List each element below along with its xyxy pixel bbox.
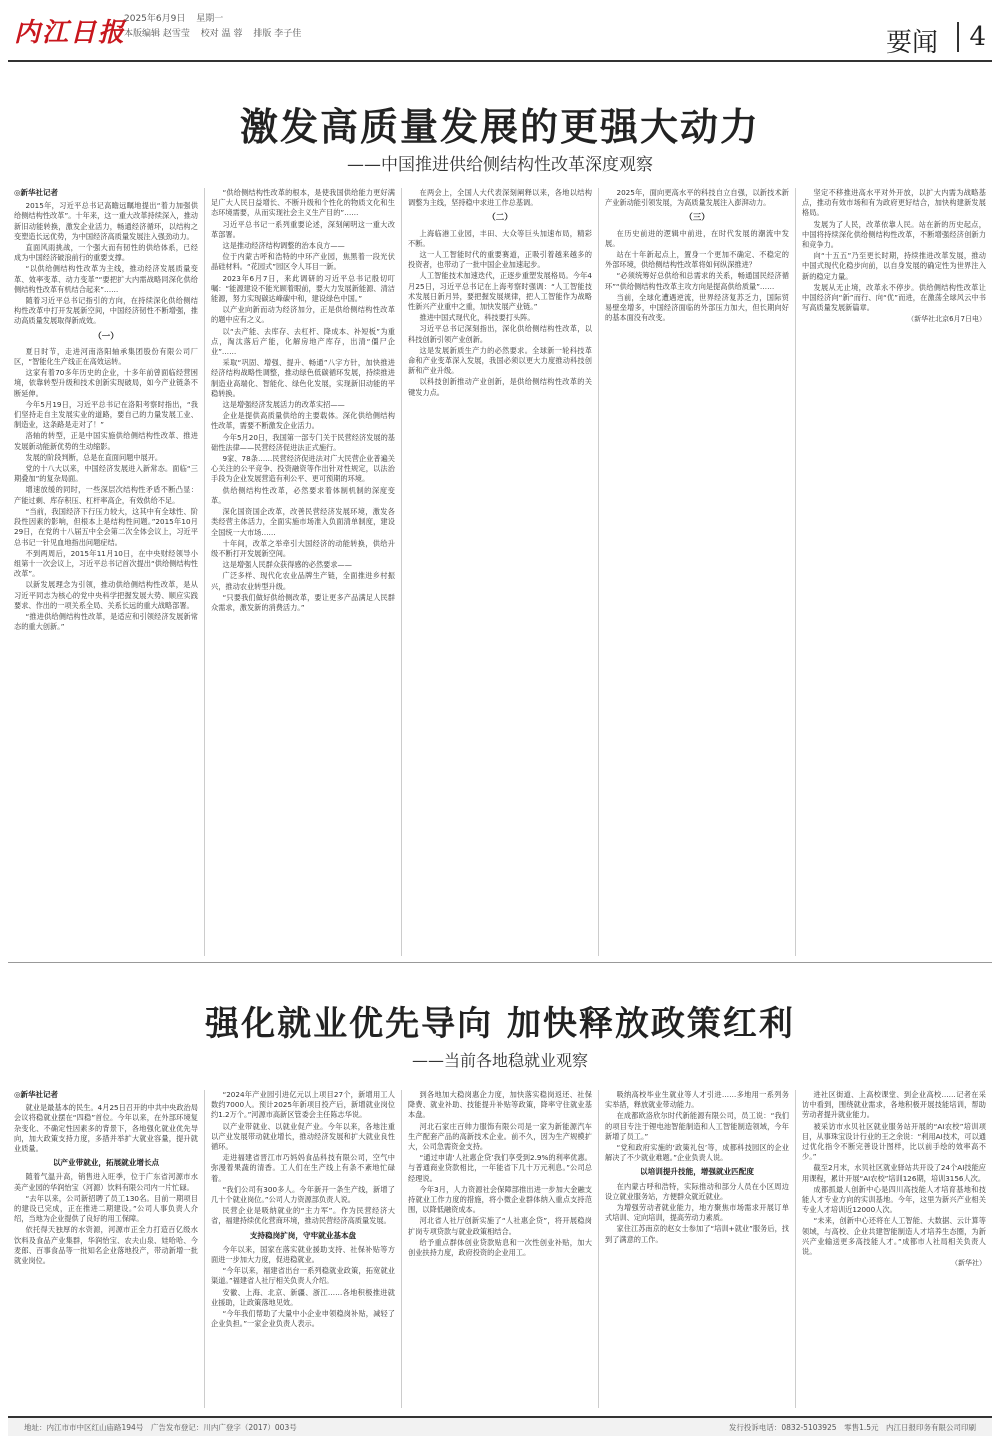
- paragraph: 河北石家庄百帅力服饰有限公司是一家为新能源汽车生产配套产品的高新技术企业。前不久，因为生产规模扩大，公司急需资金支持。: [408, 1121, 592, 1152]
- paragraph: “今年我们帮助了大量中小企业申领稳岗补贴，减轻了企业负担。”一家企业负责人表示。: [211, 1309, 395, 1329]
- paragraph: 发展从无止境，改革永不停步。供给侧结构性改革让中国经济向“新”而行、向“优”而进，在激荡全球风云中书写高质量发展新篇章。: [802, 282, 986, 313]
- masthead-rule: [8, 60, 992, 62]
- section-name: 要闻: [885, 28, 938, 58]
- paragraph: 今年5月19日，习近平总书记在洛阳考察时指出，“我们坚持走自主发展实业的道路，要自己的力量发展工业、制造业，这条路是走对了！”: [14, 399, 198, 430]
- article1-byline: ◎新华社记者: [14, 188, 59, 197]
- paragraph: 被采访市水贝社区就业服务站开展的“AI农校”培训项目，从事珠宝设计行业的王之余说：“利用AI技术，可以通过优化指令不断完善设计图样，比以前手绘的效率高不少。”: [802, 1121, 986, 1162]
- paragraph: 在两会上，全国人大代表深刻阐释以来，各地以结构调整为主线，坚持稳中求进工作总基调。: [408, 188, 592, 208]
- paragraph: 发展的阶段判断，总是在直面问题中展开。: [25, 452, 163, 462]
- section-number: （三）: [684, 213, 710, 224]
- paragraph: 这是增强人民群众获得感的必然要求——: [222, 560, 352, 570]
- paragraph: 这是推动经济结构调整的治本良方——: [222, 241, 345, 251]
- footer-hotline: 发行投诉电话：0832-5103925 零售1.5元 内江日报印务有限公司印刷: [728, 1422, 976, 1432]
- paragraph: 直面风雨挑战，一个强大而有韧性的供给体系，已经成为中国经济破浪前行的重要支撑。: [14, 243, 198, 263]
- paragraph: “2024年产业园引进亿元以上项目27个，新增用工人数约7000人。预计2025年新项目投产后，新增就业岗位约1.2万个。”河源市高新区管委会主任陈志华说。: [211, 1090, 395, 1120]
- article2-subheadline: ——当前各地稳就业观察: [411, 1051, 588, 1070]
- paragraph: “只要我们做好供给侧改革，要让更多产品满足人民群众需求，激发新的消费活力。”: [211, 592, 395, 612]
- proof-credit: 排版 李子佳: [253, 29, 302, 39]
- page-footer: [8, 1416, 992, 1436]
- paragraph: 2015年，习近平总书记高瞻远瞩地提出“着力加强供给侧结构性改革”。十年来，这一重大改革持续深入，推动新旧动能转换，激发企业活力，畅通经济循环，以结构之变塑造长远优势，为中国经济高质量发展注入强劲动力。: [14, 201, 198, 241]
- paragraph: 2025年，面向更高水平的科技自立自强，以新技术新产业新动能引领发展，为高质量发展注入澎湃动力。: [605, 188, 789, 208]
- paragraph: 随着习近平总书记指引的方向，在持续深化供给侧结构性改革中打开发展新空间，中国经济韧性不断增强，推动高质量发展取得新成效。: [14, 296, 198, 326]
- article2-column: [795, 1090, 992, 1408]
- paragraph: 给予重点群体创业贷款贴息和一次性创业补贴，加大创业扶持力度，政府投资的企业用工。: [408, 1237, 592, 1258]
- footer-address: 地址：内江市市中区红山庙路194号 广告发布登记：川内广登字（2017）003号: [24, 1422, 297, 1432]
- article2-column: [401, 1090, 598, 1408]
- article2-subhead: 以培训提升技能，增强就业匹配度: [640, 1167, 754, 1177]
- paragraph: 当前，全球化遭遇逆流，世界经济复苏乏力，国际贸易壁垒增多，中国经济面临的外部压力加大，但长期向好的基本面没有改变。: [605, 292, 789, 323]
- paragraph: 广泛多样、现代化农业品牌生产链，全面推进乡村振兴，推动农业转型升级。: [211, 571, 395, 591]
- paragraph: 站在十年新起点上，置身一个更加不确定、不稳定的外部环境，供给侧结构性改革将如何纵深推进？: [605, 250, 789, 270]
- paragraph: “以供给侧结构性改革为主线，推动经济发展质量变革、效率变革、动力变革”“要把扩大内需战略同深化供给侧结构性改革有机结合起来”……: [14, 264, 198, 294]
- paragraph: “通过申请‘人社惠企贷’我们享受到2.9%的利率优惠。与普通商业贷款相比，一年能省下几十万元利息。”公司总经理说。: [408, 1153, 592, 1183]
- section-number: （一）: [93, 331, 119, 342]
- paragraph: 坚定不移推进高水平对外开放，以扩大内需为战略基点，推动有效市场和有为政府更好结合，加快构建新发展格局。: [802, 188, 986, 218]
- paragraph: 依托得天独厚的水资源，河源市正全力打造百亿级水饮料及食品产业集群，华润怡宝、农夫山泉、娃哈哈、今麦郎、百事食品等一批知名企业落地投产，带动新增一批就业岗位。: [14, 1225, 198, 1266]
- article2-byline: ◎新华社记者: [14, 1090, 59, 1099]
- paragraph: 这是发展新质生产力的必然要求。全球新一轮科技革命和产业变革深入发展，我国必须以更大力度推动科技创新和产业升级。: [408, 345, 592, 376]
- issue-info: [124, 12, 309, 42]
- paragraph: 供给侧结构性改革，必然要求着体制机制的深度变革。: [211, 485, 395, 505]
- paragraph: 家住江苏南京的赵女士参加了“培训+就业”服务后，找到了满意的工作。: [605, 1224, 789, 1244]
- paragraph: 这家有着70多年历史的企业，十多年前曾面临经营困境，依靠转型升级和技术创新实现破局，如今产业链条不断延伸。: [14, 368, 198, 398]
- paragraph: 安徽、上海、北京、新疆、浙江……各地积极推进就业援助，让政策落地见效。: [211, 1287, 395, 1307]
- article1-subheadline: ——中国推进供给侧结构性改革深度观察: [347, 155, 653, 175]
- paragraph: 在内蒙古呼和浩特，实际推动和部分人员在小区周边设立就业服务站，方便群众就近就业。: [605, 1181, 789, 1201]
- paragraph: 河北省人社厅创新实施了“人社惠企贷”，将开展稳岗扩岗专项贷款与就业政策相结合。: [408, 1216, 592, 1236]
- paragraph: “今年以来，福建省出台一系列稳就业政策，拓宽就业渠道。”福建省人社厅相关负责人介绍。: [211, 1266, 395, 1286]
- paragraph: 推进中国式现代化，科技要打头阵。: [419, 313, 535, 323]
- paragraph: 以新发展理念为引领，推动供给侧结构性改革，是从习近平同志为核心的党中央科学把握发展大势、顺应实践要求、作出的一项关系全局、关系长远的重大战略部署。: [14, 580, 198, 610]
- paragraph: “党和政府实施的‘政策礼包’等，成都科技园区的企业解决了不少就业难题。”企业负责人说。: [605, 1143, 789, 1163]
- article2-column: [8, 1090, 204, 1408]
- paragraph: 随着气温升高，销售进入旺季，位于广东省河源市水美产业园的华润怡宝（河源）饮料有限公司内一片忙碌。: [14, 1172, 198, 1192]
- paragraph: 增速放缓的同时，一些深层次结构性矛盾不断凸显：产能过剩、库存积压、杠杆率高企，有效供给不足。: [14, 485, 198, 505]
- article2-subhead: 支持稳岗扩岗，守牢就业基本盘: [249, 1230, 357, 1240]
- article2-signature: （新华社）: [951, 1259, 986, 1268]
- designer-credit: 校对 温 蓉: [200, 29, 243, 39]
- article1-headline: 激发高质量发展的更强大动力: [239, 105, 760, 149]
- paragraph: 进社区街道、上高校课堂、到企业高校……记者在采访中看到，围绕就业需求，各地积极开展技能培训，帮助劳动者提升就业能力。: [802, 1090, 986, 1120]
- paragraph: 向“十五五”乃至更长时期，持续推进改革发展，推动中国式现代化稳步向前，以自身发展的确定性为世界注入新的稳定力量。: [802, 251, 986, 281]
- paragraph: 今年3月，人力资源社会保障部推出进一步加大金融支持就业工作力度的措施，将小微企业群体纳入重点支持范围，以降低融资成本。: [408, 1184, 592, 1215]
- paragraph: “去年以来，公司新招聘了员工130名。目前一期项目的建设已完成，正在推进二期建设。”公司人事负责人介绍，当地为企业提供了良好的用工保障。: [14, 1193, 198, 1224]
- paragraph: 走进福建省晋江市巧妈妈食品科技有限公司，空气中弥漫着果蔬的清香。工人们在生产线上有条不紊地忙碌着。: [211, 1153, 395, 1183]
- article2-column: [204, 1090, 401, 1408]
- paragraph: 民营企业是吸纳就业的“主力军”。作为民营经济大省，福建持续优化营商环境，推动民营经济高质量发展。: [211, 1206, 395, 1226]
- paragraph: 以产业带就业、以就业促产业。今年以来，各地注重以产业发展带动就业增长，推动经济发展和扩大就业良性循环。: [211, 1121, 395, 1152]
- article1-body: [8, 188, 992, 956]
- paragraph: 习近平总书记一系列重要论述，深刻阐明这一重大改革部署。: [211, 219, 395, 239]
- issue-weekday: 星期一: [196, 14, 224, 24]
- paragraph: 发展为了人民，改革依靠人民。站在新的历史起点，中国将持续深化供给侧结构性改革，不断增强经济创新力和竞争力。: [802, 219, 986, 250]
- paragraph: 这是增强经济发展活力的改革实招——: [222, 400, 345, 410]
- paragraph: 为增强劳动者就业能力，地方聚焦市场需求开展订单式培训、定向培训，提高劳动力素质。: [605, 1203, 789, 1223]
- paragraph: 深化国资国企改革，改善民营经济发展环境，激发各类经营主体活力，全面实施市场准入负面清单制度，建设全国统一大市场……: [211, 507, 395, 537]
- paragraph: “我们公司有300多人。今年新开一条生产线，新增了几十个就业岗位。”公司人力资源部负责人说。: [211, 1184, 395, 1205]
- paragraph: 今年以来，国家在落实就业援助支持、社保补贴等方面进一步加大力度，促进稳就业。: [211, 1244, 395, 1265]
- article2-body: [8, 1090, 992, 1408]
- article1-column: [598, 188, 795, 956]
- paragraph: 十年间，改革之举牵引大国经济的动能转换，供给升级不断打开发展新空间。: [211, 538, 395, 558]
- article2-subhead: 以产业带就业，拓展就业增长点: [52, 1158, 160, 1168]
- paragraph: 到各地加大稳岗惠企力度，加快落实稳岗返还、社保降费、就业补助、技能提升补贴等政策，降率守住就业基本盘。: [408, 1090, 592, 1120]
- paragraph: “供给侧结构性改革的根本，是使我国供给能力更好满足广大人民日益增长、不断升级和个性化的物质文化和生态环境需要，从而实现社会主义生产目的”……: [211, 188, 395, 218]
- paragraph: 洛轴的转型，正是中国实施供给侧结构性改革、推进发展新动能新优势的生动缩影。: [14, 431, 198, 451]
- paragraph: 在成都欧洛欣尔时代新能源有限公司，员工说：“我们的项目专注于锂电池智能制造和人工智能制造领域，今年新增了员工。”: [605, 1111, 789, 1141]
- issue-date: 2025年6月9日: [124, 14, 186, 24]
- paragraph: 以“去产能、去库存、去杠杆、降成本、补短板”为重点，淘汰落后产能，化解房地产库存，出清“僵尸企业”……: [211, 326, 395, 357]
- section-number: （二）: [487, 213, 513, 224]
- paragraph: 习近平总书记深刻指出，深化供给侧结构性改革，以科技创新引领产业创新。: [408, 324, 592, 344]
- paragraph: 就业是最基本的民生。4月25日召开的中共中央政治局会议将稳就业摆在“四稳”首位。今年以来，在外部环境复杂变化、不确定性因素多的背景下，各地强化就业优先导向，加大政策支持力度，多措并举扩大就业容量，提升就业质量。: [14, 1103, 198, 1154]
- paragraph: 9家、78条……民营经济促进法对广大民营企业普遍关心关注的公平竞争、投资融资等作出针对性规定，以法治手段为企业发展营造有利公平、更可预期的环境。: [211, 454, 395, 484]
- paragraph: 截至2月末，水贝社区就业驿站共开设了24个AI技能应用课程，累计开展“AI农校”培训126期，培训3156人次。: [802, 1163, 986, 1183]
- article1-column: [8, 188, 204, 956]
- masthead: [0, 0, 1000, 60]
- newspaper-logo: 内江日报: [14, 18, 127, 48]
- article1-column: [795, 188, 992, 956]
- paragraph: “未来，创新中心还将在人工智能、大数据、云计算等领域，与高校、企业共建智能制造人才培养生态圈，为新兴产业输送更多高技能人才。”成都市人社局相关负责人说。: [802, 1216, 986, 1257]
- article2-column: [598, 1090, 795, 1408]
- article2-headline: 强化就业优先导向 加快释放政策红利: [205, 1004, 795, 1044]
- paragraph: 不到两周后，2015年11月10日，在中央财经领导小组第十一次会议上，习近平总书记首次提出“供给侧结构性改革”。: [14, 548, 198, 579]
- paragraph: 夏日时节，走进河南洛阳轴承集团股份有限公司厂区，“智能化生产线正在高效运转。: [14, 346, 198, 367]
- paragraph: 以科技创新推动产业创新，是供给侧结构性改革的关键发力点。: [408, 377, 592, 397]
- paragraph: 企业是提供高质量供给的主要载体。深化供给侧结构性改革，需要不断激发企业活力。: [211, 411, 395, 431]
- paragraph: 在历史前进的逻辑中前进，在时代发展的潮流中发展。: [605, 228, 789, 248]
- paragraph: 位于内蒙古呼和浩特的中环产业园，焦黑着一段光伏晶硅材料。“花园式”园区令人耳目一新。: [211, 252, 395, 272]
- paragraph: 这一人工智能时代的重要赛道，正吸引着越来越多的投资者，也带动了一批中国企业加速起步。: [408, 250, 592, 270]
- paragraph: 2023年6月7日，来此调研的习近平总书记殷切叮嘱：“能源建设不能光顾着眼前，要大力发展新能源、清洁能源，努力实现碳达峰碳中和，建设绿色中国。”: [211, 273, 395, 304]
- paragraph: 成都抓最人创新中心是四川高技能人才培育基地和技能人才专业方向的实训基地。今年，这里为新兴产业相关专业人才培训近12000人次。: [802, 1184, 986, 1215]
- paragraph: 以产业向新而动为经济加分，正是供给侧结构性改革的题中应有之义。: [211, 305, 395, 325]
- paragraph: 吸纳高校毕业生就业等人才引进……多地用一系列务实举措，释放就业带动能力。: [605, 1090, 789, 1110]
- article1-signature: （新华社北京6月7日电）: [907, 315, 986, 324]
- article1-column: [401, 188, 598, 956]
- paragraph: “推进供给侧结构性改革，是适应和引领经济发展新常态的重大创新。”: [14, 611, 198, 632]
- paragraph: 采取“巩固、增强、提升、畅通”八字方针，加快推进经济结构战略性调整，推动绿色低碳循环发展，持续推进制造业高端化、智能化、绿色化发展，实现新旧动能的平稳转换。: [211, 358, 395, 398]
- paragraph: 今年5月20日，我国第一部专门关于民营经济发展的基础性法律——民营经济促进法正式施行。: [211, 432, 395, 452]
- editor-credit: 本版编辑 赵雪莹: [124, 29, 190, 39]
- paragraph: “必须统筹好总供给和总需求的关系，畅通国民经济循环”“供给侧结构性改革主攻方向是提高供给质量”……: [605, 271, 789, 291]
- article-divider: [8, 962, 992, 963]
- paragraph: “当前，我国经济下行压力较大，这其中有全球性、阶段性因素的影响，但根本上是结构性问题。”2015年10月29日，在党的十八届五中全会第二次全体会议上，习近平总书记一针见血地指出问题症结。: [14, 506, 198, 547]
- paragraph: 人工智能技术加速迭代，正逐步重塑发展格局。今年4月25日，习近平总书记在上海考察时强调：“人工智能技术发展日新月异，要把握发展规律，把人工智能作为战略性新兴产业重中之重，加快发展产业链。”: [408, 271, 592, 312]
- paragraph: 上海临港工业园，丰田、大众等巨头加速布局，精彩不断。: [408, 228, 592, 248]
- article1-column: [204, 188, 401, 956]
- page-number: 4: [957, 22, 986, 52]
- paragraph: 党的十八大以来，中国经济发展进入新常态。面临“三期叠加”的复杂局面。: [14, 464, 198, 484]
